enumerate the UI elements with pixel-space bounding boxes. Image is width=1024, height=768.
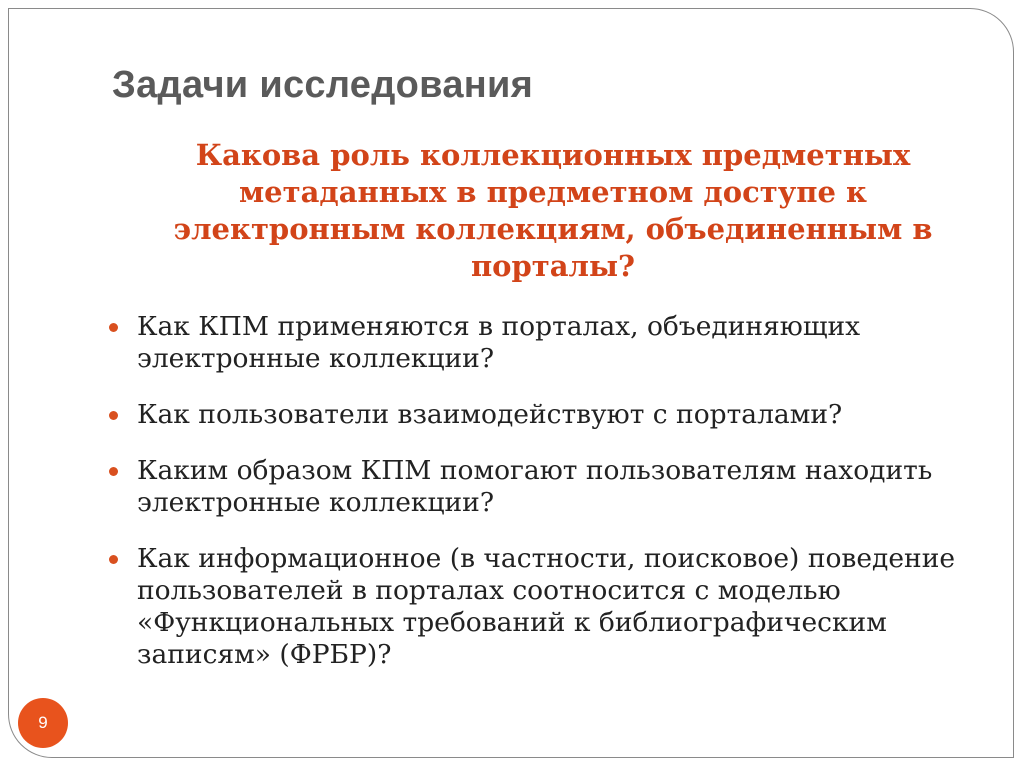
bullet-dot-icon xyxy=(109,411,118,420)
bullet-dot-icon xyxy=(109,467,118,476)
slide-title: Задачи исследования xyxy=(112,64,534,106)
bullet-text: Каким образом КПМ помогают пользователям находить электронные коллекции? xyxy=(137,455,933,518)
bullet-dot-icon xyxy=(109,323,118,332)
bullet-text: Как информационное (в частности, поисковое) поведение пользователей в порталах соотносится с моделью «Функциональных требований к библиографическим записям» (ФРБР)? xyxy=(137,543,956,670)
bullet-text: Как пользователи взаимодействуют с порталами? xyxy=(137,399,843,430)
list-item xyxy=(105,399,985,431)
bullet-list xyxy=(105,311,985,671)
bullet-text: Как КПМ применяются в порталах, объединяющих электронные коллекции? xyxy=(137,311,861,374)
page-number-badge: 9 xyxy=(18,698,68,748)
list-item xyxy=(105,455,985,519)
list-item xyxy=(105,311,985,375)
research-question: Какова роль коллекционных предметных метаданных в предметном доступе к электронным коллекциям, объединенным в порталы? xyxy=(173,138,933,283)
bullet-dot-icon xyxy=(109,555,118,564)
list-item xyxy=(105,543,985,671)
